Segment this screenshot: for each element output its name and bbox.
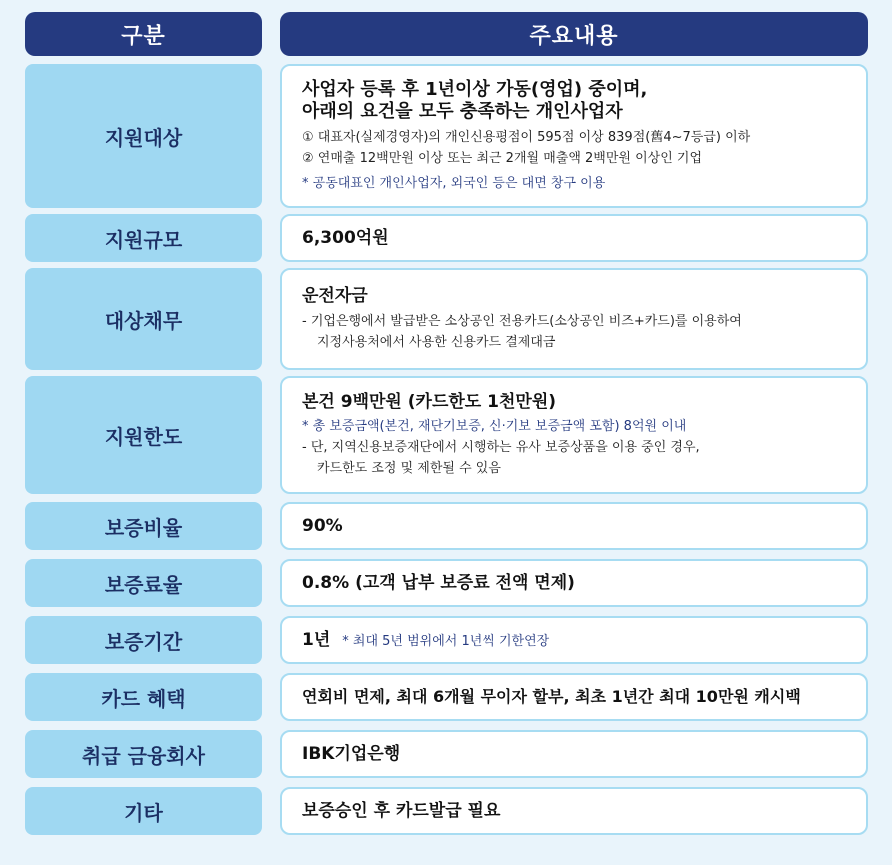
row-content [280, 673, 868, 721]
sub-text: ① 대표자(실제경영자)의 개인신용평점이 595점 이상 839점(舊4~7등급) 이하 [302, 129, 751, 145]
row-content [280, 214, 868, 262]
row-target-debt [0, 268, 892, 370]
main-text: IBK기업은행 [302, 744, 401, 764]
row-label: 지원한도 [25, 376, 262, 494]
sub-text: 지정사용처에서 사용한 신용카드 결제대금 [317, 335, 556, 350]
main-text: 아래의 요건을 모두 충족하는 개인사업자 [302, 100, 623, 122]
header-main-content: 주요내용 [280, 12, 868, 56]
main-text: 본건 9백만원 (카드한도 1천만원) [302, 392, 557, 412]
row-label: 기타 [25, 787, 262, 835]
row-label: 취급 금융회사 [25, 730, 262, 778]
main-text: 0.8% (고객 납부 보증료 전액 면제) [302, 573, 575, 593]
main-text: 90% [302, 516, 343, 536]
row-content [280, 730, 868, 778]
row-financial-institution [0, 730, 892, 778]
row-support-limit [0, 376, 892, 494]
row-content [280, 268, 868, 370]
row-guarantee-ratio [0, 502, 892, 550]
row-label: 지원규모 [25, 214, 262, 262]
main-text: 사업자 등록 후 1년이상 가동(영업) 중이며, [302, 78, 648, 100]
row-support-scale [0, 214, 892, 262]
row-content [280, 64, 868, 208]
row-label: 보증기간 [25, 616, 262, 664]
main-text: 6,300억원 [302, 228, 389, 248]
note-text: * 공동대표인 개인사업자, 외국인 등은 대면 창구 이용 [302, 175, 606, 191]
sub-text: ② 연매출 12백만원 이상 또는 최근 2개월 매출액 2백만원 이상인 기업 [302, 150, 703, 166]
row-content [280, 616, 868, 664]
row-label: 보증비율 [25, 502, 262, 550]
sub-text: 카드한도 조정 및 제한될 수 있음 [317, 461, 501, 476]
sub-text: - 기업은행에서 발급받은 소상공인 전용카드(소상공인 비즈+카드)를 이용하여 [302, 314, 742, 329]
main-text: 연회비 면제, 최대 6개월 무이자 할부, 최초 1년간 최대 10만원 캐시백 [302, 687, 801, 706]
row-label: 지원대상 [25, 64, 262, 208]
row-content [280, 502, 868, 550]
main-text: 운전자금 [302, 286, 368, 306]
row-guarantee-period [0, 616, 892, 664]
row-support-target [0, 64, 892, 208]
header-category: 구분 [25, 12, 262, 56]
note-text: * 총 보증금액(본건, 재단기보증, 신·기보 보증금액 포함) 8억원 이내 [302, 419, 687, 434]
row-guarantee-fee-rate [0, 559, 892, 607]
main-text: 보증승인 후 카드발급 필요 [302, 801, 501, 821]
sub-text: - 단, 지역신용보증재단에서 시행하는 유사 보증상품을 이용 중인 경우, [302, 440, 700, 455]
row-content [280, 376, 868, 494]
row-card-benefits [0, 673, 892, 721]
note-text: * 최대 5년 범위에서 1년씩 기한연장 [342, 633, 550, 649]
main-text: 1년 [302, 629, 331, 650]
row-label: 대상채무 [25, 268, 262, 370]
row-label: 카드 혜택 [25, 673, 262, 721]
row-content [280, 559, 868, 607]
row-content [280, 787, 868, 835]
row-other [0, 787, 892, 835]
row-label: 보증료율 [25, 559, 262, 607]
